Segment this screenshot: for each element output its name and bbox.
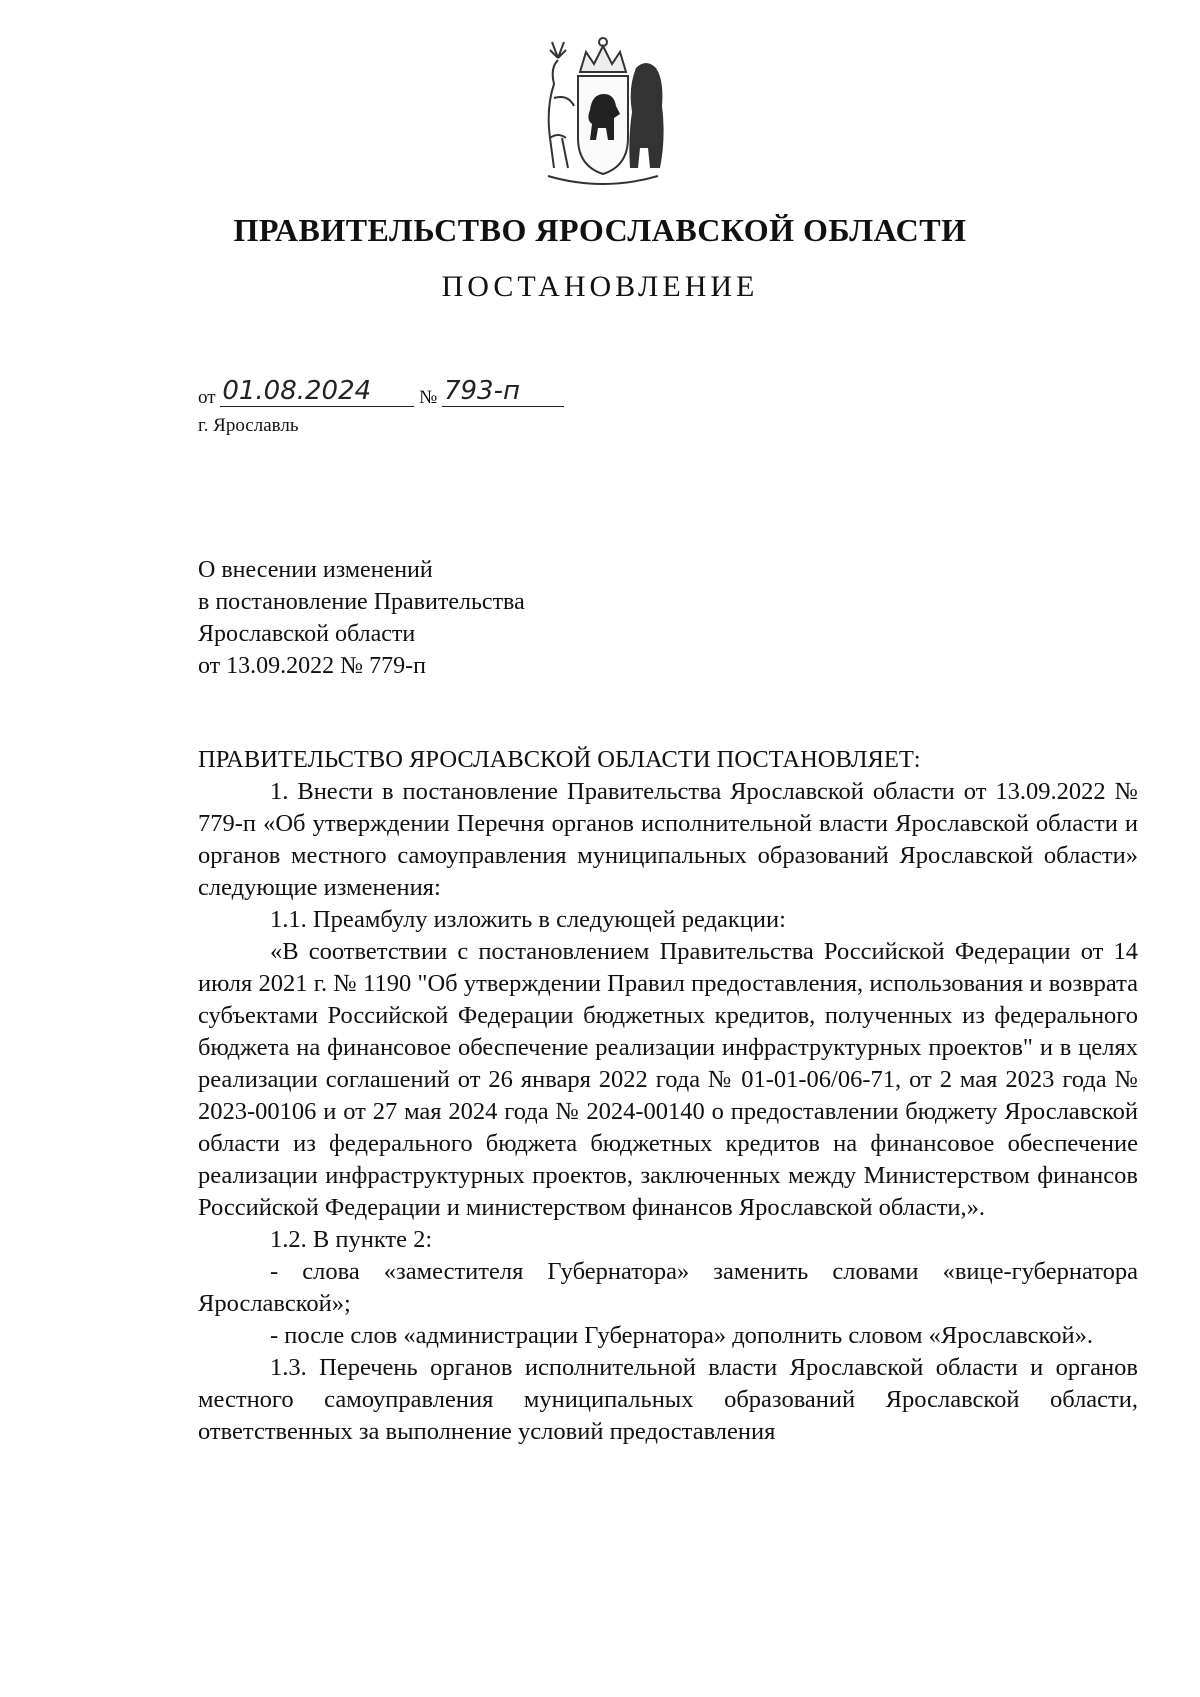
resolution-preamble: ПРАВИТЕЛЬСТВО ЯРОСЛАВСКОЙ ОБЛАСТИ ПОСТАНОВЛЯЕТ: <box>198 746 921 773</box>
subject-line: от 13.09.2022 № 779-п <box>198 653 426 679</box>
paragraph-1-2-item-b: - после слов «администрации Губернатора» дополнить словом «Ярославской». <box>270 1322 1093 1349</box>
paragraph-1-3: 1.3. Перечень органов исполнительной власти Ярославской области и органов местного самоуправления муниципальных образований Ярославской области, ответственных за выполнение условий предоставления <box>198 1354 1138 1445</box>
document-body <box>198 744 1138 1448</box>
yaroslavl-oblast-coat-of-arms-icon <box>528 28 678 198</box>
handwritten-number: 793-п <box>443 376 520 406</box>
number-field <box>442 376 564 407</box>
paragraph-1-2-item-a: - слова «заместителя Губернатора» заменить словами «вице-губернатора Ярославской»; <box>198 1258 1138 1317</box>
subject-line: в постановление Правительства <box>198 589 525 615</box>
place-of-issue: г. Ярославль <box>198 415 299 436</box>
paragraph-1: 1. Внести в постановление Правительства Ярославской области от 13.09.2022 № 779-п «Об утверждении Перечня органов исполнительной власти Ярославской области и органов местного самоуправления муниципальных образований Ярославской области» следующие изменения: <box>198 778 1138 901</box>
paragraph-1-2: 1.2. В пункте 2: <box>270 1226 433 1253</box>
date-field <box>220 376 414 407</box>
paragraph-1-1: 1.1. Преамбулу изложить в следующей редакции: <box>270 906 786 933</box>
registration-line <box>198 376 564 411</box>
document-type: ПОСТАНОВЛЕНИЕ <box>441 270 759 303</box>
document-subject <box>198 554 525 682</box>
paragraph-1-1-text: «В соответствии с постановлением Правительства Российской Федерации от 14 июля 2021 г. № 1190 "Об утверждении Правил предоставления, использования и возврата субъектами Российской Федерации бюджетных кредитов, полученных из федерального бюджета на финансовое обеспечение реализации инфраструктурных проектов" и в целях реализации соглашений от 26 января 2022 года № 01-01-06/06-71, от 2 мая 2023 года № 2023-00106 и от 27 мая 2024 года № 2024-00140 о предоставлении бюджету Ярославской области из федерального бюджета бюджетных кредитов на финансовое обеспечение реализации инфраструктурных проектов, заключенных между Министерством финансов Российской Федерации и министерством финансов Ярославской области,». <box>198 938 1138 1221</box>
handwritten-date: 01.08.2024 <box>222 376 372 406</box>
date-label: от <box>198 387 216 408</box>
subject-line: Ярославской области <box>198 621 416 647</box>
subject-line: О внесении изменений <box>198 557 433 583</box>
organization-title: ПРАВИТЕЛЬСТВО ЯРОСЛАВСКОЙ ОБЛАСТИ <box>233 212 967 248</box>
number-label: № <box>419 387 438 408</box>
